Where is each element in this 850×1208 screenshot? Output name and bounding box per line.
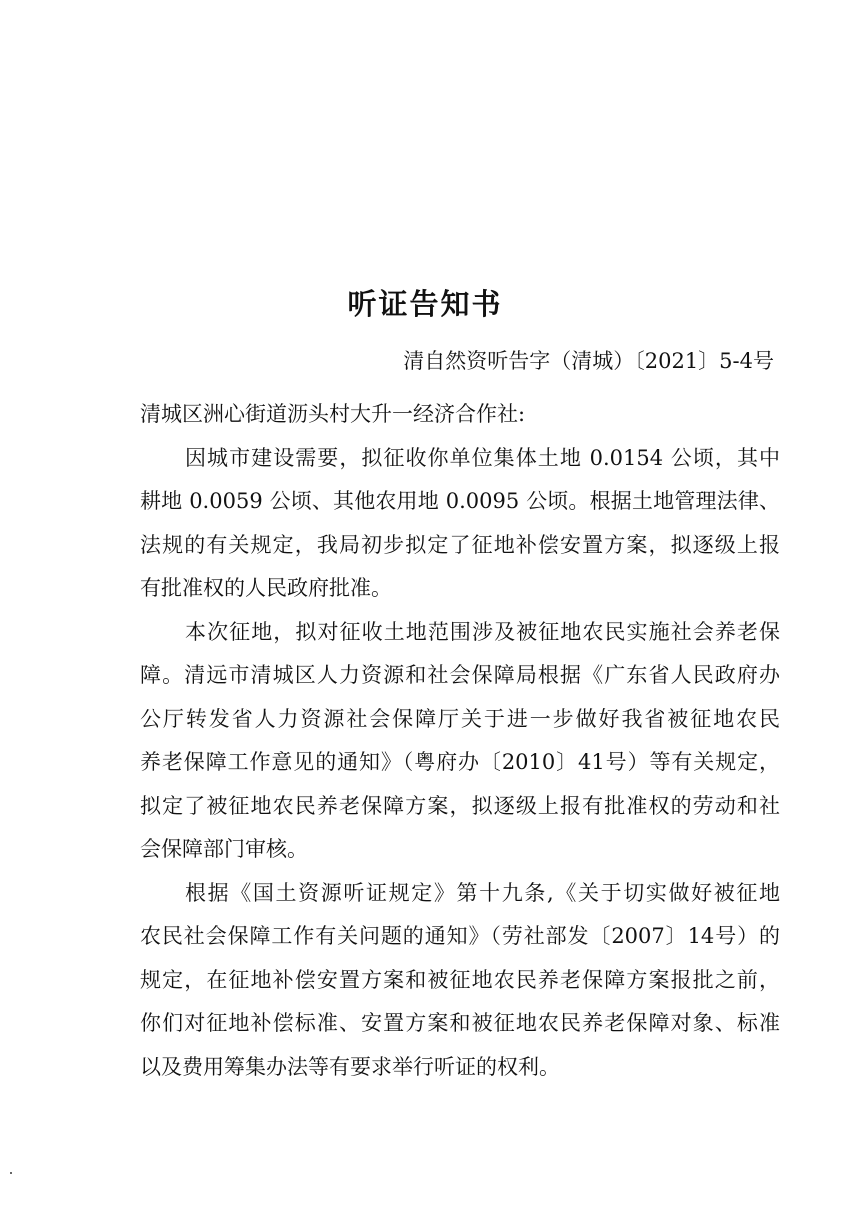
paragraph-3-line-1: 根据《国土资源听证规定》第十九条,《关于切实做好被征地 <box>185 881 780 905</box>
paragraph-3-line-4: 你们对征地补偿标准、安置方案和被征地农民养老保障对象、标准 <box>140 1011 780 1035</box>
paragraph-1-line-3: 法规的有关规定，我局初步拟定了征地补偿安置方案，拟逐级上报 <box>140 533 780 557</box>
paragraph-2-line-2: 障。清远市清城区人力资源和社会保障局根据《广东省人民政府办 <box>140 663 780 687</box>
paragraph-2-line-3: 公厅转发省人力资源社会保障厅关于进一步做好我省被征地农民 <box>140 707 780 731</box>
paragraph-2-line-1: 本次征地，拟对征收土地范围涉及被征地农民实施社会养老保 <box>185 620 780 644</box>
paragraph-1-line-2: 耕地 0.0059 公顷、其他农用地 0.0095 公顷。根据土地管理法律、 <box>140 489 780 513</box>
document-title: 听证告知书 <box>347 287 503 321</box>
paragraph-1-line-4: 有批准权的人民政府批准。 <box>140 576 392 600</box>
paragraph-2-line-5: 拟定了被征地农民养老保障方案，拟逐级上报有批准权的劳动和社 <box>140 794 780 818</box>
paragraph-3-line-3: 规定，在征地补偿安置方案和被征地农民养老保障方案报批之前， <box>140 968 780 992</box>
paragraph-3-line-2: 农民社会保障工作有关问题的通知》（劳社部发〔2007〕14号）的 <box>140 924 780 948</box>
paragraph-1-line-1: 因城市建设需要，拟征收你单位集体土地 0.0154 公顷，其中 <box>185 446 780 470</box>
document-number: 清自然资听告字（清城）〔2021〕5-4号 <box>403 349 774 373</box>
paragraph-3-line-5: 以及费用筹集办法等有要求举行听证的权利。 <box>140 1055 560 1079</box>
addressee: 清城区洲心街道沥头村大升一经济合作社: <box>140 402 526 426</box>
paragraph-2-line-6: 会保障部门审核。 <box>140 837 308 861</box>
paragraph-2-line-4: 养老保障工作意见的通知》（粤府办〔2010〕41号）等有关规定， <box>140 750 780 774</box>
scan-speck <box>10 1172 12 1174</box>
